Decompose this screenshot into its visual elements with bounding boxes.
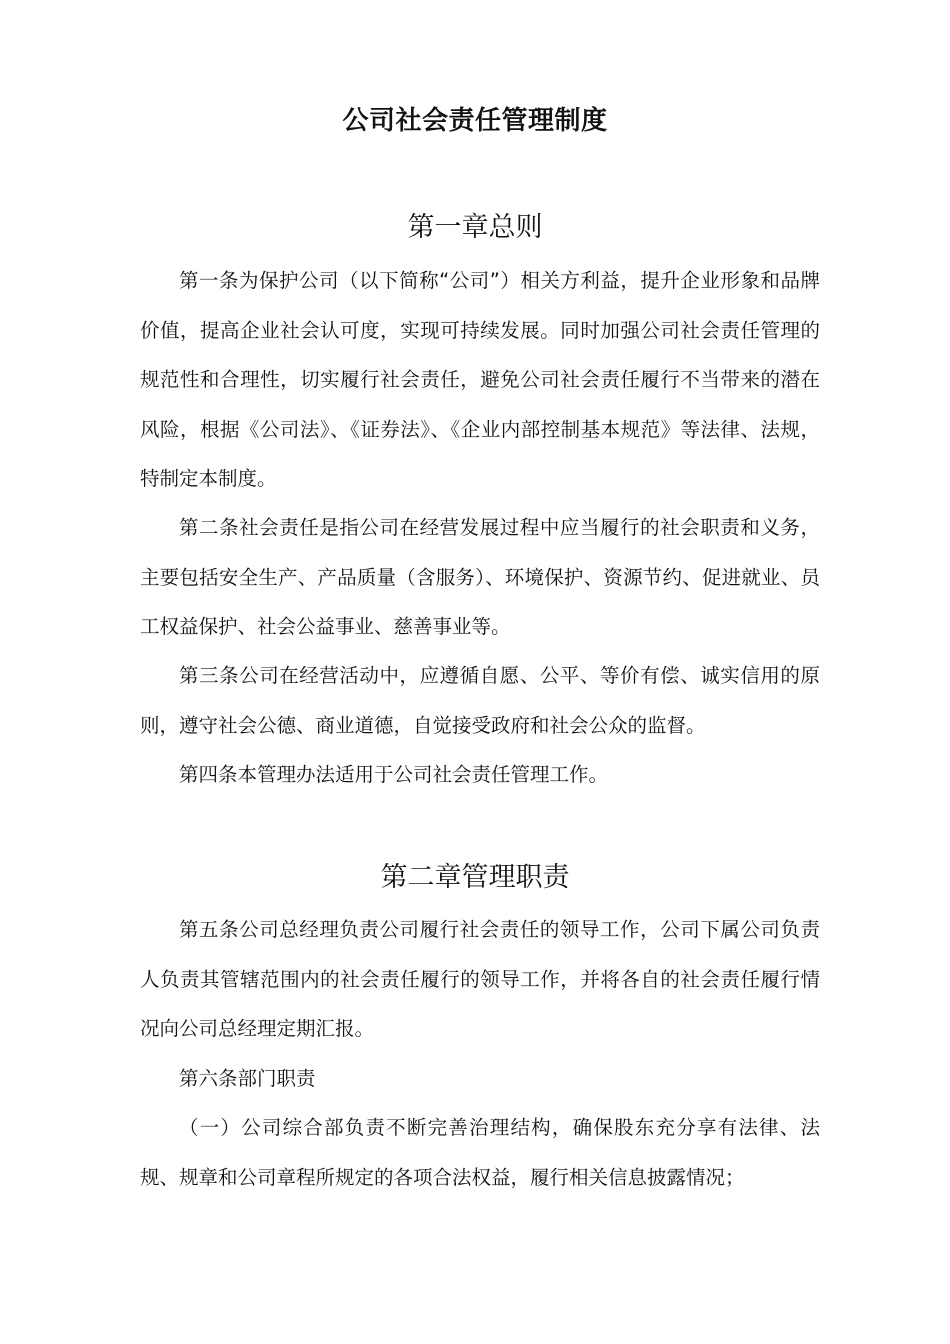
article-3: 第三条公司在经营活动中，应遵循自愿、公平、等价有偿、诚实信用的原则，遵守社会公德、商业道德，自觉接受政府和社会公众的监督。 (140, 664, 820, 737)
article-2: 第二条社会责任是指公司在经营发展过程中应当履行的社会职责和义务，主要包括安全生产、产品质量（含服务）、环境保护、资源节约、促进就业、员工权益保护、社会公益事业、慈善事业等。 (140, 516, 820, 638)
article-4: 第四条本管理办法适用于公司社会责任管理工作。 (179, 763, 609, 786)
article-5: 第五条公司总经理负责公司履行社会责任的领导工作，公司下属公司负责人负责其管辖范围内的社会责任履行的领导工作，并将各自的社会责任履行情况向公司总经理定期汇报。 (140, 918, 820, 1040)
chapter-1-heading: 第一章总则 (407, 212, 543, 243)
document-title: 公司社会责任管理制度 (342, 106, 608, 136)
article-6: 第六条部门职责 (179, 1067, 316, 1090)
article-1: 第一条为保护公司（以下简称“公司”）相关方利益，提升企业形象和品牌价值，提高企业社会认可度，实现可持续发展。同时加强公司社会责任管理的规范性和合理性，切实履行社会责任，避免公司社会责任履行不当带来的潜在风险，根据《公司法》、《证券法》、《企业内部控制基本规范》等法律、法规，特制定本制度。 (140, 269, 820, 490)
chapter-2-heading: 第二章管理职责 (380, 862, 570, 893)
article-6-item-1: （一）公司综合部负责不断完善治理结构，确保股东充分享有法律、法规、规章和公司章程所规定的各项合法权益，履行相关信息披露情况； (140, 1116, 820, 1189)
